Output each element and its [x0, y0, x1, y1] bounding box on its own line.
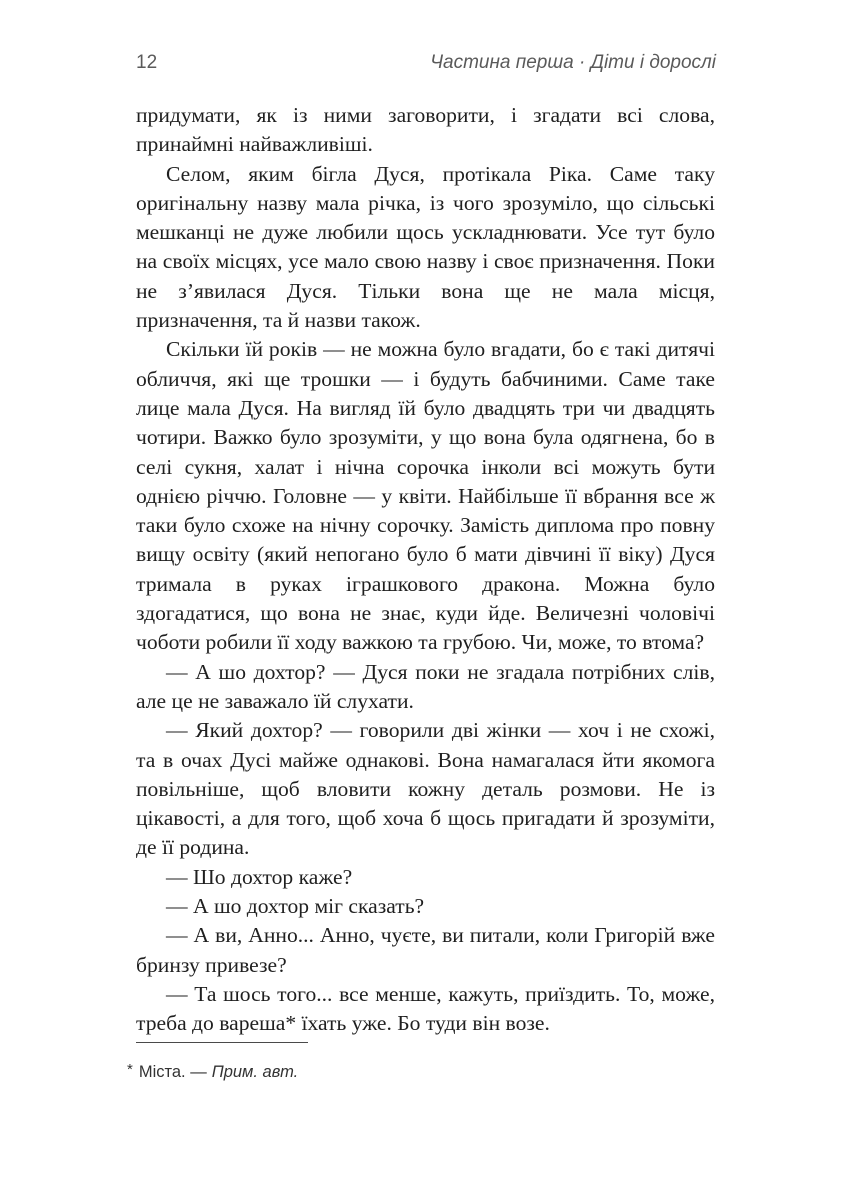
- footnote-attribution: Прим. авт.: [211, 1063, 299, 1081]
- paragraph-dialogue: — А шо дохтор міг сказать?: [166, 894, 425, 919]
- paragraph: Селом, яким бігла Дуся, протікала Ріка. Саме таку оригінальну назву мала річка, із чого зрозуміло, що сільські мешканці не дуже любили щось ускладнювати. Усе тут було на своїх місцях, усе мало свою назву і своє призначення. Поки не з’явилася Дуся. Тільки вона ще не мала місця, призначення, та й назви також.: [136, 161, 715, 333]
- paragraph-continuation: придумати, як із ними заговорити, і згадати всі слова, принаймні найважливіші.: [136, 103, 715, 157]
- page-header: [136, 52, 716, 74]
- paragraph-dialogue: — Та шось того... все менше, кажуть, приїздить. То, може, треба до вареша* їхать уже. Бо туди він возе.: [136, 981, 715, 1036]
- running-header: Частина перша · Діти і дорослі: [430, 52, 716, 73]
- paragraph-dialogue: — А шо дохтор? — Дуся поки не згадала потрібних слів, але це не заважало їй слухати.: [136, 659, 715, 713]
- footnote-section: [127, 1042, 715, 1083]
- paragraph-dialogue: — Шо дохтор каже?: [166, 864, 353, 889]
- page-number: 12: [136, 52, 158, 73]
- paragraph-dialogue: — А ви, Анно... Анно, чуєте, ви питали, коли Григорій вже бринзу привезе?: [136, 923, 715, 977]
- page-body: [136, 101, 715, 1039]
- footnote: [127, 1059, 715, 1083]
- footnote-text: Міста. —: [138, 1063, 207, 1081]
- footnote-marker: *: [127, 1061, 133, 1078]
- footnote-divider: [136, 1042, 308, 1043]
- paragraph-dialogue: — Який дохтор? — говорили дві жінки — хоч і не схожі, та в очах Дусі майже однакові. Вона намагалася йти якомога повільніше, щоб вловити кожну деталь розмови. Не із цікавості, а для того, щоб хоча б щось пригадати й зрозуміти, де її родина.: [136, 718, 715, 860]
- paragraph: Скільки їй років — не можна було вгадати, бо є такі дитячі обличчя, які ще трошки — і будуть бабчиними. Саме таке лице мала Дуся. На вигляд їй було двадцять три чи двадцять чотири. Важко було зрозуміти, у що вона була одягнена, бо в селі сукня, халат і нічна сорочка інколи всі можуть бути однією річчю. Головне — у квіти. Найбільше її вбрання все ж таки було схоже на нічну сорочку. Замість диплома про повну вищу освіту (який непогано було б мати дівчині її віку) Дуся тримала в руках іграшкового дракона. Можна було здогадатися, що вона не знає, куди йде. Величезні чоловічі чоботи робили її ходу важкою та грубою. Чи, може, то втома?: [136, 337, 715, 655]
